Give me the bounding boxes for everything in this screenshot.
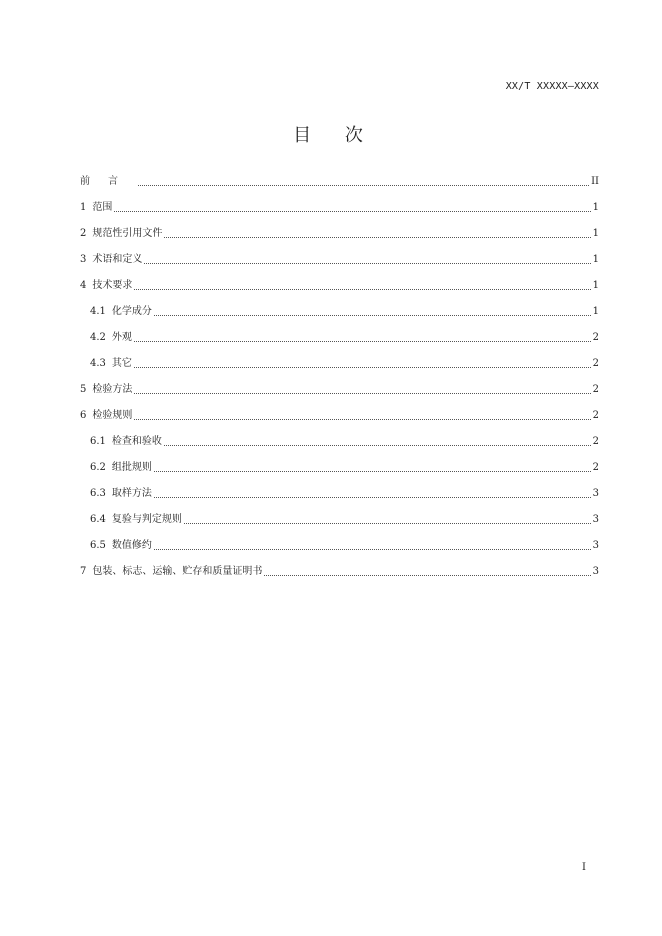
toc-entry-title: 规范性引用文件	[92, 228, 163, 239]
toc-entry-number: 1	[80, 202, 87, 213]
toc-entry-page: 3	[592, 566, 599, 577]
toc-entry-number: 6.2	[90, 462, 106, 473]
toc-entry-page: 2	[592, 436, 599, 447]
toc-entry[interactable]	[80, 423, 599, 449]
toc-entry-number: 4.3	[90, 358, 106, 369]
toc-entry-number: 5	[80, 384, 87, 395]
toc-entry-page: 1	[592, 306, 599, 317]
toc-entry-title: 数值修约	[111, 540, 152, 551]
toc-entry[interactable]	[80, 319, 599, 345]
page-number: I	[582, 862, 586, 873]
toc-entry-title: 取样方法	[111, 488, 152, 499]
dot-leader	[134, 340, 591, 342]
toc-entry-title: 前言	[80, 176, 136, 187]
dot-leader	[134, 418, 590, 420]
page-title: 目 次	[293, 125, 377, 146]
toc-entry-number: 2	[80, 228, 87, 239]
toc-entry-number: 7	[80, 566, 87, 577]
toc-entry[interactable]	[80, 215, 599, 241]
toc-entry[interactable]	[80, 241, 599, 267]
toc-entry-page: 1	[592, 202, 599, 213]
toc-entry[interactable]	[80, 527, 599, 553]
toc-entry-page: 2	[592, 410, 599, 421]
toc-entry-number: 4.1	[90, 306, 106, 317]
toc-entry[interactable]	[80, 163, 599, 189]
dot-leader	[154, 470, 591, 472]
toc-entry-title: 其它	[111, 358, 132, 369]
toc-entry-page: 2	[592, 358, 599, 369]
toc-entry-title: 复验与判定规则	[111, 514, 182, 525]
toc-entry-page: 1	[592, 280, 599, 291]
toc-entry[interactable]	[80, 397, 599, 423]
dot-leader	[264, 574, 590, 576]
toc-entry-page: 3	[592, 514, 599, 525]
toc-entry-page: 2	[592, 384, 599, 395]
toc-entry[interactable]	[80, 475, 599, 501]
toc-entry-number: 6	[80, 410, 87, 421]
toc-entry-title: 检验规则	[92, 410, 133, 421]
toc-entry-title: 组批规则	[111, 462, 152, 473]
toc-entry-page: 3	[592, 540, 599, 551]
dot-leader	[164, 444, 591, 446]
toc-entry-title: 包装、标志、运输、贮存和质量证明书	[92, 566, 263, 577]
toc-entry[interactable]	[80, 293, 599, 319]
toc-entry-number: 6.4	[90, 514, 106, 525]
toc-entry-title: 外观	[111, 332, 132, 343]
dot-leader	[164, 236, 590, 238]
dot-leader	[184, 522, 591, 524]
dot-leader	[134, 288, 590, 290]
toc-entry[interactable]	[80, 345, 599, 371]
toc-entry[interactable]	[80, 267, 599, 293]
toc-entry-title: 术语和定义	[92, 254, 143, 265]
dot-leader	[144, 262, 590, 264]
table-of-contents	[80, 163, 599, 579]
toc-entry-number: 6.5	[90, 540, 106, 551]
toc-entry-number: 6.1	[90, 436, 106, 447]
toc-entry-page: 2	[592, 332, 599, 343]
toc-entry-page: 3	[592, 488, 599, 499]
toc-entry[interactable]	[80, 189, 599, 215]
toc-entry-title: 技术要求	[92, 280, 133, 291]
toc-entry-page: II	[591, 176, 599, 187]
dot-leader	[154, 314, 591, 316]
dot-leader	[134, 366, 591, 368]
toc-entry[interactable]	[80, 371, 599, 397]
toc-entry-title: 检验方法	[92, 384, 133, 395]
toc-entry-page: 1	[592, 228, 599, 239]
toc-entry-page: 1	[592, 254, 599, 265]
document-code: XX/T XXXXX—XXXX	[505, 81, 599, 92]
dot-leader	[154, 548, 591, 550]
dot-leader	[154, 496, 591, 498]
toc-entry-number: 4.2	[90, 332, 106, 343]
dot-leader	[134, 392, 590, 394]
toc-entry-number: 3	[80, 254, 87, 265]
toc-entry-number: 4	[80, 280, 87, 291]
toc-entry-title: 范围	[92, 202, 113, 213]
toc-entry-title: 检查和验收	[111, 436, 162, 447]
toc-entry-title: 化学成分	[111, 306, 152, 317]
toc-entry[interactable]	[80, 449, 599, 475]
toc-entry-page: 2	[592, 462, 599, 473]
toc-entry-number: 6.3	[90, 488, 106, 499]
dot-leader	[138, 184, 589, 186]
dot-leader	[114, 210, 590, 212]
toc-entry[interactable]	[80, 501, 599, 527]
toc-entry[interactable]	[80, 553, 599, 579]
